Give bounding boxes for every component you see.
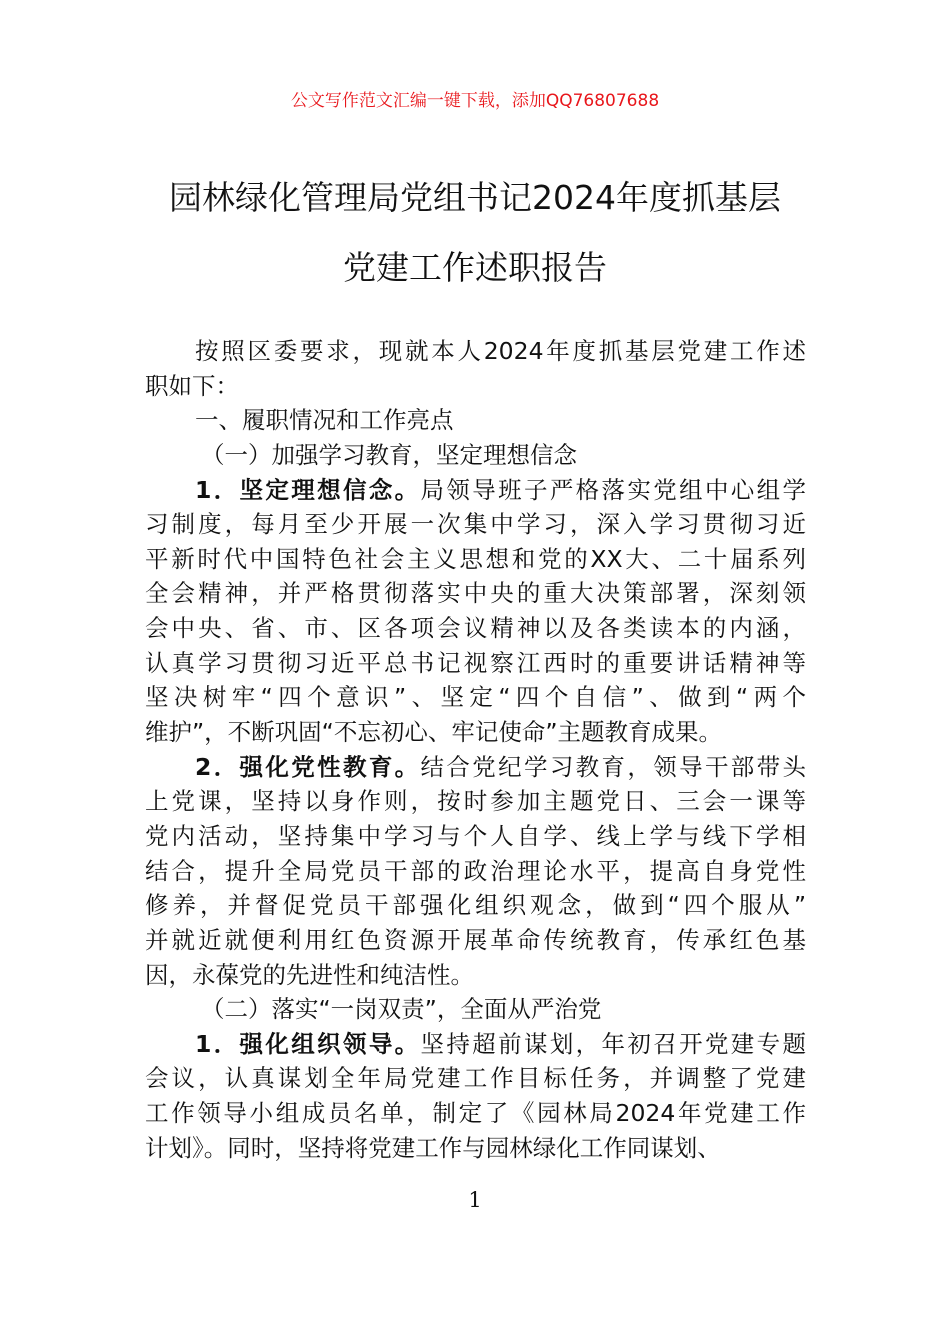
paragraph-line bbox=[145, 507, 806, 542]
line-text: 党内活动，坚持集中学习与个人自学、线上学与线下学相 bbox=[145, 821, 806, 850]
line-text: 工作领导小组成员名单，制定了《园林局2024年党建工作 bbox=[145, 1099, 806, 1128]
paragraph-line bbox=[145, 992, 806, 1027]
line-text: 结合党纪学习教育，领导干部带头 bbox=[420, 752, 807, 781]
paragraph-line bbox=[145, 715, 806, 750]
paragraph-line bbox=[145, 1061, 806, 1096]
line-text: 因，永葆党的先进性和纯洁性。 bbox=[145, 960, 474, 989]
paragraph-line bbox=[145, 923, 806, 958]
line-text: 全会精神，并严格贯彻落实中央的重大决策部署，深刻领 bbox=[145, 579, 806, 608]
paragraph-line bbox=[145, 1131, 806, 1166]
paragraph-line bbox=[145, 1096, 806, 1131]
line-text: 会议，认真谋划全年局党建工作目标任务，并调整了党建 bbox=[145, 1064, 806, 1093]
document-title-line-1: 园林绿化管理局党组书记2024年度抓基层 bbox=[169, 178, 781, 217]
line-text: （一）加强学习教育，坚定理想信念 bbox=[201, 440, 577, 469]
paragraph-line bbox=[145, 680, 806, 715]
line-text: 会中央、省、市、区各项会议精神以及各类读本的内涵， bbox=[145, 614, 806, 643]
document-title-line-2: 党建工作述职报告 bbox=[343, 248, 607, 287]
line-text: 修养，并督促党员干部强化组织观念，做到“四个服从” bbox=[145, 891, 806, 920]
line-text: 认真学习贯彻习近平总书记视察江西时的重要讲话精神等 bbox=[145, 648, 806, 677]
paragraph-line bbox=[145, 958, 806, 993]
paragraph-line bbox=[145, 334, 806, 369]
line-text: 上党课，坚持以身作则，按时参加主题党日、三会一课等 bbox=[145, 787, 806, 816]
paragraph-line bbox=[145, 750, 806, 785]
paragraph-lead: 1．坚定理想信念。 bbox=[195, 475, 421, 504]
paragraph-line bbox=[145, 576, 806, 611]
paragraph-lead: 2．强化党性教育。 bbox=[195, 752, 421, 781]
paragraph-line bbox=[145, 542, 806, 577]
paragraph-lead: 1．强化组织领导。 bbox=[195, 1029, 421, 1058]
line-text: 职如下： bbox=[145, 371, 239, 400]
line-text: 计划》。同时，坚持将党建工作与园林绿化工作同谋划、 bbox=[145, 1133, 721, 1162]
line-text: 一、履职情况和工作亮点 bbox=[195, 406, 454, 435]
paragraph-line bbox=[145, 854, 806, 889]
paragraph-line bbox=[145, 473, 806, 508]
line-text: 坚决树牢“四个意识”、坚定“四个自信”、做到“两个 bbox=[145, 683, 806, 712]
page-number: 1 bbox=[468, 1188, 482, 1212]
line-text: 平新时代中国特色社会主义思想和党的XX大、二十届系列 bbox=[145, 544, 806, 573]
document-body bbox=[145, 334, 806, 1165]
paragraph-line bbox=[145, 646, 806, 681]
paragraph-line bbox=[145, 403, 806, 438]
paragraph-line bbox=[145, 438, 806, 473]
promo-header: 公文写作范文汇编一键下载，添加QQ76807688 bbox=[290, 91, 660, 111]
paragraph-line bbox=[145, 1027, 806, 1062]
line-text: 结合，提升全局党员干部的政治理论水平，提高自身党性 bbox=[145, 856, 806, 885]
paragraph-line bbox=[145, 888, 806, 923]
paragraph-line bbox=[145, 369, 806, 404]
line-text: 局领导班子严格落实党组中心组学 bbox=[420, 475, 807, 504]
line-text: 按照区委要求，现就本人2024年度抓基层党建工作述 bbox=[195, 337, 806, 365]
paragraph-line bbox=[145, 784, 806, 819]
line-text: 并就近就便利用红色资源开展革命传统教育，传承红色基 bbox=[145, 925, 806, 954]
paragraph-line bbox=[145, 611, 806, 646]
line-text: 坚持超前谋划，年初召开党建专题 bbox=[420, 1029, 807, 1058]
line-text: 习制度，每月至少开展一次集中学习，深入学习贯彻习近 bbox=[145, 510, 806, 539]
paragraph-line bbox=[145, 819, 806, 854]
line-text: （二）落实“一岗双责”，全面从严治党 bbox=[201, 995, 602, 1024]
line-text: 维护”，不断巩固“不忘初心、牢记使命”主题教育成果。 bbox=[145, 718, 723, 747]
